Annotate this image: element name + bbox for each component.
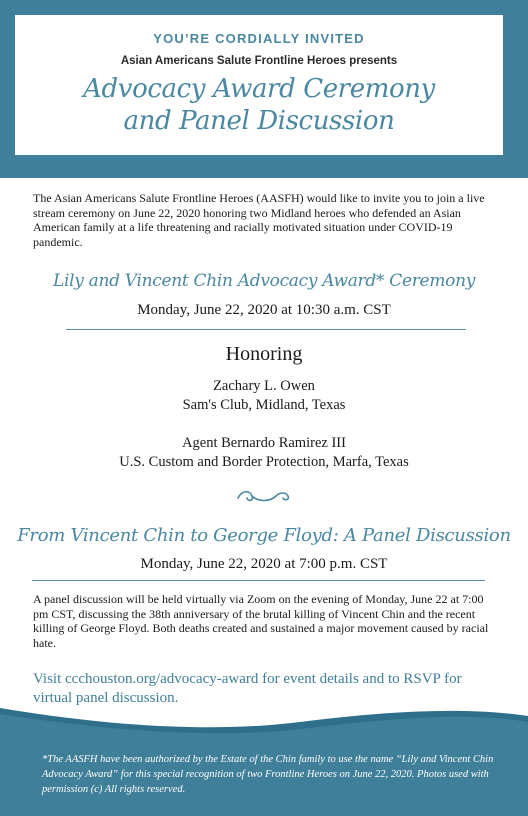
- intro-paragraph: The Asian Americans Salute Frontline Heroes (AASFH) would like to invite you to join a live stream ceremony on June 22, 2020 honoring two Midland heroes who defended an Asian American family at a life threatening and racially motivated situation under COVID-19 pandemic.: [33, 191, 485, 249]
- presenter-line: Asian Americans Salute Frontline Heroes presents: [120, 55, 398, 67]
- footnote: *The AASFH have been authorized by the Estate of the Chin family to use the name “Lily and Vincent Chin Advocacy Award” for this special recognition of two Frontline Heroes on June 22, 2020. Photos used with permission (c) All rights reserved.: [42, 754, 494, 795]
- ceremony-title: Lily and Vincent Chin Advocacy Award* Ceremony: [52, 271, 476, 291]
- invitation-header: [15, 15, 503, 155]
- flourish-icon: [234, 487, 294, 505]
- honoree-1: [0, 377, 528, 415]
- panel-description: A panel discussion will be held virtually via Zoom on the evening of Monday, June 22 at 7:00 pm CST, discussing the 38th anniversary of the brutal killing of Vincent Chin and the recent killing of George Floyd. Both deaths created and sustained a major movement caused by racial hate.: [33, 592, 489, 650]
- event-title: [15, 73, 503, 137]
- panel-date: Monday, June 22, 2020 at 7:00 p.m. CST: [140, 556, 388, 572]
- event-title-line-2: and Panel Discussion: [123, 106, 395, 136]
- ceremony-date: Monday, June 22, 2020 at 10:30 a.m. CST: [137, 302, 391, 318]
- honoree-affiliation: Sam's Club, Midland, Texas: [182, 397, 346, 413]
- event-title-line-1: Advocacy Award Ceremony: [83, 74, 435, 104]
- honoring-heading: Honoring: [225, 343, 303, 365]
- panel-divider: [32, 580, 485, 581]
- rsvp-link-text[interactable]: Visit ccchouston.org/advocacy-award for event details and to RSVP for virtual panel discussion.: [33, 671, 462, 706]
- panel-title: From Vincent Chin to George Floyd: A Panel Discussion: [17, 525, 511, 546]
- honoree-affiliation: U.S. Custom and Border Protection, Marfa, Texas: [119, 454, 409, 470]
- honoree-name: Agent Bernardo Ramirez III: [182, 435, 346, 451]
- invited-label: YOU’RE CORDIALLY INVITED: [153, 31, 365, 46]
- honoree-2: [0, 434, 528, 472]
- ceremony-divider: [66, 329, 466, 330]
- honoree-name: Zachary L. Owen: [213, 378, 315, 394]
